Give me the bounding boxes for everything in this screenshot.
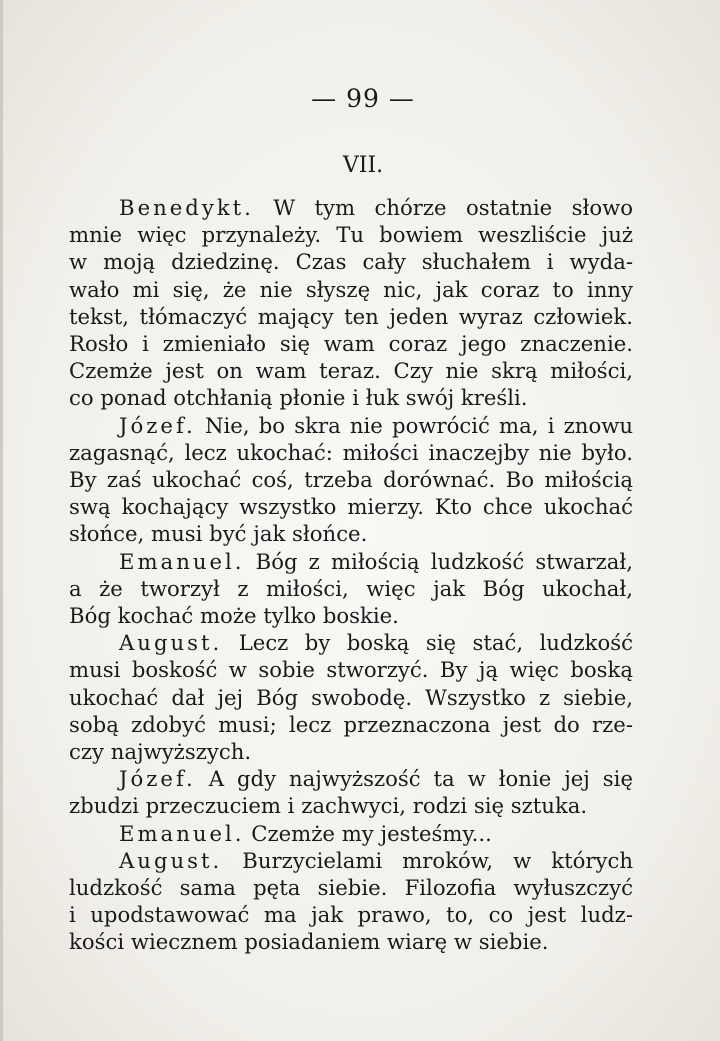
text-line (69, 357, 633, 384)
text-line (69, 684, 633, 711)
line-text: a że tworzył z miłości, więc jak Bóg ukochał, (69, 575, 633, 601)
speaker-name: Emanuel. (119, 820, 245, 846)
text-line (69, 548, 633, 575)
text-line (69, 194, 633, 221)
line-text: musi boskość w sobie stworzyć. By ją więc boską (69, 657, 633, 683)
line-text: Nie, bo skra nie powrócić ma, i znowu (195, 412, 633, 438)
text-line (69, 602, 633, 629)
speaker-name: August. (119, 630, 223, 656)
speaker-name: Józef. (119, 412, 196, 438)
line-text: słońce, musi być jak słońce. (69, 521, 368, 547)
line-text: Bóg kochać może tylko boskie. (69, 603, 399, 629)
text-line (69, 711, 633, 738)
line-text: tekst, tłómaczyć mający ten jeden wyraz człowiek. (69, 303, 633, 329)
line-text: wało mi się, że nie słyszę nic, jak coraz to inny (69, 276, 633, 302)
line-text: swą kochający wszystko mierzy. Kto chce ukochać (69, 494, 633, 520)
text-line (69, 874, 633, 901)
line-text: czy najwyższych. (69, 739, 252, 765)
line-text: W tym chórze ostatnie słowo (253, 195, 633, 220)
text-line (69, 520, 633, 547)
text-line (69, 928, 633, 955)
line-text: Rosło i zmieniało się wam coraz jego znaczenie. (69, 331, 633, 357)
line-text: i upodstawować ma jak prawo, to, co jest ludz- (69, 902, 633, 928)
line-text: mnie więc przynależy. Tu bowiem weszliście już (69, 222, 633, 248)
text-line (69, 493, 633, 520)
line-text: Czemże my jesteśmy... (244, 820, 492, 846)
text-line (69, 820, 633, 847)
text-line (69, 276, 633, 303)
text-line (69, 792, 633, 819)
speaker-name: Emanuel. (119, 548, 245, 574)
line-text: Lecz by boską się stać, ludzkość (222, 630, 633, 656)
text-line (69, 901, 633, 928)
line-text: Burzycielami mroków, w których (222, 847, 633, 873)
line-text: zagasnąć, lecz ukochać: miłości inaczejby nie było. (69, 439, 633, 465)
speaker-name: Józef. (119, 766, 196, 792)
text-line (69, 439, 633, 466)
speaker-name: Benedykt. (119, 195, 254, 220)
text-line (69, 330, 633, 357)
text-line (69, 412, 633, 439)
text-line (69, 765, 633, 792)
page-number: — 99 — (311, 84, 415, 113)
text-line (69, 575, 633, 602)
chapter-heading: VII. (342, 153, 384, 178)
body-text (69, 194, 633, 956)
line-text: zbudzi przeczuciem i zachwyci, rodzi się sztuka. (69, 793, 588, 819)
line-text: Czemże jest on wam teraz. Czy nie skrą miłości, (69, 358, 633, 384)
text-line (69, 303, 633, 330)
text-line (69, 738, 633, 765)
text-line (69, 221, 633, 248)
line-text: A gdy najwyższość ta w łonie jej się (195, 766, 633, 792)
line-text: By zaś ukochać coś, trzeba dorównać. Bo miłością (69, 467, 633, 493)
line-text: kości wiecznem posiadaniem wiarę w siebie. (69, 929, 549, 955)
text-line (69, 847, 633, 874)
line-text: co ponad otchłanią płonie i łuk swój kreśli. (69, 385, 528, 411)
text-line (69, 248, 633, 275)
line-text: ludzkość sama pęta siebie. Filozofia wyłuszczyć (69, 875, 633, 901)
line-text: ukochać dał jej Bóg swobodę. Wszystko z siebie, (69, 684, 633, 710)
text-line (69, 384, 633, 411)
text-line (69, 629, 633, 656)
speaker-name: August. (119, 847, 223, 873)
line-text: sobą zdobyć musi; lecz przeznaczona jest do rze- (69, 711, 633, 737)
text-line (69, 656, 633, 683)
text-line (69, 466, 633, 493)
line-text: w moją dziedzinę. Czas cały słuchałem i wyda- (69, 249, 633, 275)
line-text: Bóg z miłością ludzkość stwarzał, (244, 548, 633, 574)
